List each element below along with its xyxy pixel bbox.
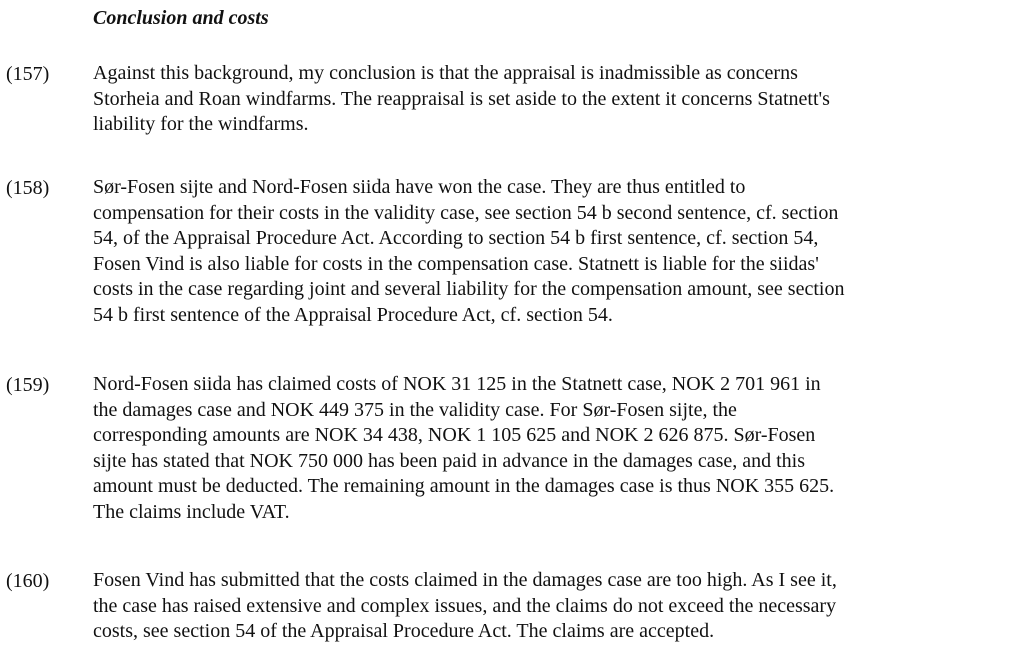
paragraph-line: corresponding amounts are NOK 34 438, NOK 1 105 625 and NOK 2 626 875. Sør-Fosen bbox=[93, 424, 816, 447]
paragraph-line: 54, of the Appraisal Procedure Act. According to section 54 b first sentence, cf. section 54, bbox=[93, 227, 819, 250]
paragraph-line: Against this background, my conclusion is that the appraisal is inadmissible as concerns bbox=[93, 62, 798, 84]
section-heading: Conclusion and costs bbox=[93, 7, 269, 29]
paragraph-line: Fosen Vind has submitted that the costs claimed in the damages case are too high. As I see it, bbox=[93, 569, 837, 591]
paragraph-line: Fosen Vind is also liable for costs in the compensation case. Statnett is liable for the siidas' bbox=[93, 252, 819, 275]
paragraph-line: Nord-Fosen siida has claimed costs of NOK 31 125 in the Statnett case, NOK 2 701 961 in bbox=[93, 373, 821, 395]
paragraph-160 bbox=[93, 568, 1023, 645]
paragraph-line: the case has raised extensive and complex issues, and the claims do not exceed the necessary bbox=[93, 594, 837, 617]
paragraph-158 bbox=[93, 175, 1023, 329]
paragraph-line: liability for the windfarms. bbox=[93, 113, 309, 136]
paragraph-line: Storheia and Roan windfarms. The reappraisal is set aside to the extent it concerns Statnett's bbox=[93, 87, 830, 110]
paragraph-line: compensation for their costs in the validity case, see section 54 b second sentence, cf. section bbox=[93, 201, 839, 224]
paragraph-159 bbox=[93, 372, 1023, 526]
paragraph-line: sijte has stated that NOK 750 000 has been paid in advance in the damages case, and this bbox=[93, 449, 806, 472]
paragraph-line: costs in the case regarding joint and several liability for the compensation amount, see section bbox=[93, 278, 845, 301]
paragraph-157 bbox=[93, 61, 1023, 138]
paragraph-number: (159) bbox=[6, 374, 50, 396]
paragraph-number: (157) bbox=[6, 63, 50, 85]
paragraph-number: (160) bbox=[6, 570, 50, 592]
paragraph-line: 54 b first sentence of the Appraisal Procedure Act, cf. section 54. bbox=[93, 303, 613, 326]
paragraph-line: Sør-Fosen sijte and Nord-Fosen siida have won the case. They are thus entitled to bbox=[93, 176, 746, 198]
paragraph-line: costs, see section 54 of the Appraisal Procedure Act. The claims are accepted. bbox=[93, 620, 715, 643]
paragraph-line: The claims include VAT. bbox=[93, 500, 290, 523]
paragraph-number: (158) bbox=[6, 177, 50, 199]
paragraph-line: amount must be deducted. The remaining amount in the damages case is thus NOK 355 625. bbox=[93, 475, 835, 498]
paragraph-line: the damages case and NOK 449 375 in the validity case. For Sør-Fosen sijte, the bbox=[93, 398, 737, 421]
